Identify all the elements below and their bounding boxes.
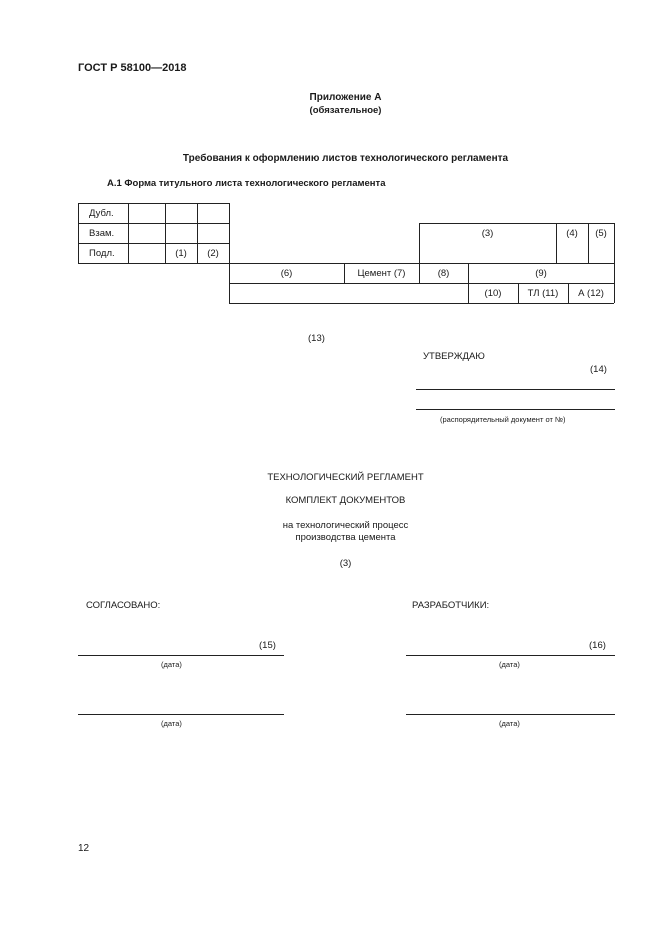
appendix-subtitle: (обязательное) bbox=[309, 105, 382, 116]
developers-signature-line-2 bbox=[406, 714, 615, 715]
subsection-title: А.1 Форма титульного листа технологического регламента bbox=[107, 178, 386, 189]
stamp-cell-11: ТЛ (11) bbox=[527, 288, 559, 299]
stamp-cell-10: (10) bbox=[484, 288, 502, 299]
approve-heading: УТВЕРЖДАЮ bbox=[423, 351, 485, 362]
developers-date-2: (дата) bbox=[499, 719, 520, 728]
stamp-cell-4: (4) bbox=[566, 228, 578, 239]
cell-2: (2) bbox=[207, 248, 219, 259]
field-15: (15) bbox=[259, 640, 276, 651]
agreed-heading: СОГЛАСОВАНО: bbox=[86, 600, 161, 611]
doc-title-field-3: (3) bbox=[339, 558, 352, 569]
stamp-cell-3: (3) bbox=[481, 228, 494, 239]
field-14: (14) bbox=[590, 364, 607, 375]
appendix-title: Приложение А bbox=[309, 92, 382, 103]
agreed-date-2: (дата) bbox=[161, 719, 182, 728]
agreed-signature-line-2 bbox=[78, 714, 284, 715]
agreed-date-1: (дата) bbox=[161, 660, 182, 669]
row-label-dubl: Дубл. bbox=[89, 208, 114, 219]
row-label-podl: Подл. bbox=[89, 248, 115, 259]
cell-1: (1) bbox=[175, 248, 187, 259]
doc-title-process: на технологический процесс bbox=[282, 520, 409, 531]
doc-note: (распорядительный документ от №) bbox=[440, 415, 566, 424]
stamp-cell-7: Цемент (7) bbox=[357, 268, 406, 279]
page-number: 12 bbox=[78, 843, 90, 854]
approve-doc-line bbox=[416, 409, 615, 410]
section-title: Требования к оформлению листов технологического регламента bbox=[182, 153, 509, 164]
developers-heading: РАЗРАБОТЧИКИ: bbox=[412, 600, 490, 611]
doc-title-regulation: ТЕХНОЛОГИЧЕСКИЙ РЕГЛАМЕНТ bbox=[267, 472, 424, 483]
standard-number: ГОСТ Р 58100—2018 bbox=[78, 62, 187, 74]
stamp-cell-9: (9) bbox=[535, 268, 547, 279]
field-13: (13) bbox=[308, 333, 325, 344]
stamp-cell-5: (5) bbox=[595, 228, 607, 239]
row-label-vzam: Взам. bbox=[89, 228, 115, 239]
stamp-cell-12: А (12) bbox=[578, 288, 604, 299]
field-16: (16) bbox=[589, 640, 606, 651]
doc-title-cement: производства цемента bbox=[295, 532, 396, 543]
approve-signature-line bbox=[416, 389, 615, 390]
developers-signature-line-1 bbox=[406, 655, 615, 656]
developers-date-1: (дата) bbox=[499, 660, 520, 669]
stamp-cell-6: (6) bbox=[280, 268, 293, 279]
agreed-signature-line-1 bbox=[78, 655, 284, 656]
doc-title-set: КОМПЛЕКТ ДОКУМЕНТОВ bbox=[285, 495, 406, 506]
stamp-cell-8: (8) bbox=[437, 268, 450, 279]
